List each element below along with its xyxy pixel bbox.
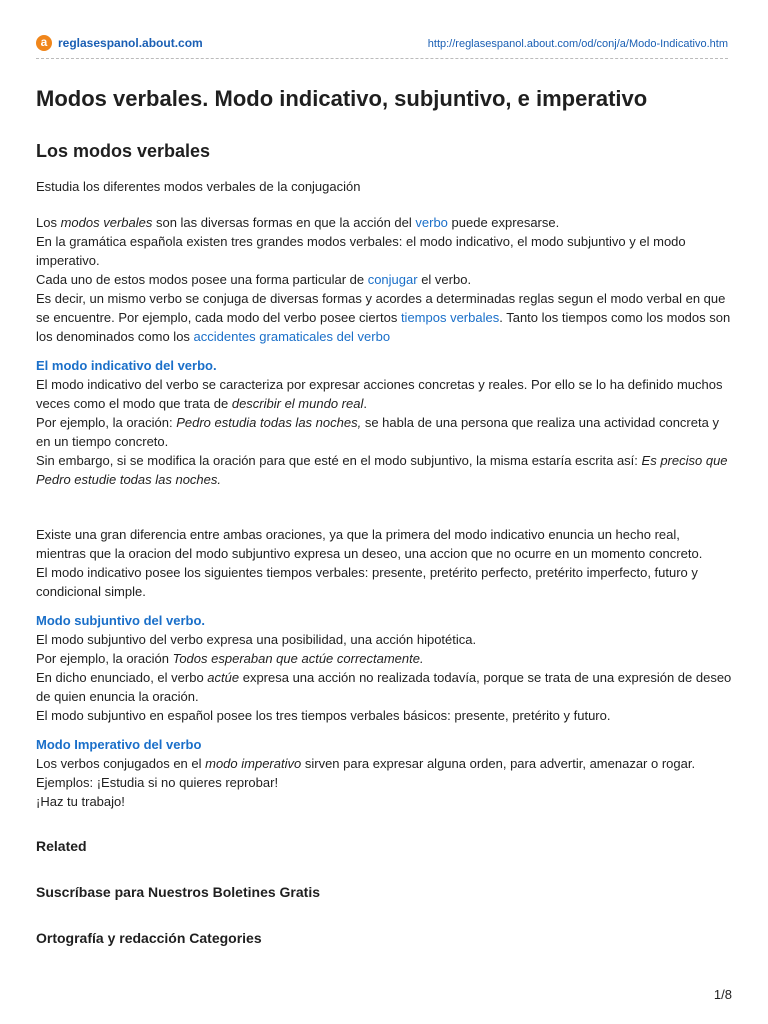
text: Por ejemplo, la oración [36,651,173,666]
link-verbo[interactable]: verbo [415,215,448,230]
link-tiempos-verbales[interactable]: tiempos verbales [400,310,500,325]
paragraph-modos [36,213,732,346]
paragraph-indicativo [36,375,732,489]
text: El modo subjuntivo en español posee los tres tiempos verbales básicos: presente, pretérito y futuro. [36,708,611,723]
text: Los verbos conjugados en el [36,756,206,771]
text: el verbo. [417,272,472,287]
site-brand[interactable] [36,35,203,51]
text: Cada uno de estos modos posee una forma particular de [36,272,368,287]
text: Por ejemplo, la oración: [36,415,177,430]
heading-imperativo: Modo Imperativo del verbo [36,737,202,752]
text: puede expresarse. [447,215,560,230]
section-title: Los modos verbales [36,141,211,161]
text: sirven para expresar alguna orden, para advertir, amenazar o rogar. [301,756,696,771]
intro-text: Estudia los diferentes modos verbales de la conjugación [36,179,361,194]
text: Sin embargo, si se modifica la oración para que esté en el modo subjuntivo, la misma estaría escrita así: [36,453,642,468]
site-name[interactable]: reglasespanol.about.com [58,36,203,50]
paragraph-diferencia [36,525,732,601]
em-text: actúe [207,670,240,685]
paragraph-subjuntivo [36,630,732,725]
text: . [363,396,367,411]
text: El modo indicativo posee los siguientes tiempos verbales: presente, pretérito perfecto, pretérito imperfecto, futuro y condicional simple. [36,565,698,599]
text: se habla de una persona que realiza una actividad concreta y en un tiempo concreto. [36,415,719,449]
newsletter-heading[interactable]: Suscríbase para Nuestros Boletines Gratis [36,884,320,900]
about-logo-icon: a [36,35,52,51]
page-header [36,35,728,55]
related-heading: Related [36,838,87,854]
heading-indicativo: El modo indicativo del verbo. [36,358,217,373]
em-text: describir el mundo real [231,396,364,411]
categories-heading: Ortografía y redacción Categories [36,930,262,946]
article-body [36,85,732,948]
em-text: modos verbales [60,215,153,230]
text: En la gramática española existen tres grandes modos verbales: el modo indicativo, el modo subjuntivo y el modo imperativo. [36,234,686,268]
text: ¡Haz tu trabajo! [36,794,125,809]
text: Ejemplos: ¡Estudia si no quieres reprobar! [36,775,279,790]
em-text: Pedro estudia todas las noches, [176,415,362,430]
paragraph-imperativo [36,754,732,811]
em-text: Es preciso que Pedro estudie todas las noches. [36,453,728,487]
heading-subjuntivo: Modo subjuntivo del verbo. [36,613,205,628]
text: En dicho enunciado, el verbo [36,670,208,685]
page-url[interactable]: http://reglasespanol.about.com/od/conj/a/Modo-Indicativo.htm [427,38,728,50]
page-number: 1/8 [713,987,732,1002]
text: . Tanto los tiempos como los modos son los denominados como los [36,310,731,344]
page-title: Modos verbales. Modo indicativo, subjuntivo, e imperativo [36,86,648,111]
text: Los [36,215,61,230]
link-conjugar[interactable]: conjugar [367,272,418,287]
text: Existe una gran diferencia entre ambas oraciones, ya que la primera del modo indicativo enuncia un hecho real, mientras que la oracion del modo subjuntivo expresa un deseo, una accion que no ocurre en un momento concreto. [36,527,703,561]
em-text: modo imperativo [205,756,302,771]
text: El modo indicativo del verbo se caracteriza por expresar acciones concretas y reales. Por ello se lo ha definido muchos veces como el modo que trata de [36,377,723,411]
link-accidentes-gramaticales[interactable]: accidentes gramaticales del verbo [193,329,391,344]
text: Es decir, un mismo verbo se conjuga de diversas formas y acordes a determinadas reglas segun el modo verbal en que se encuentre. Por ejemplo, cada modo del verbo posee ciertos [36,291,726,325]
text: El modo subjuntivo del verbo expresa una posibilidad, una acción hipotética. [36,632,477,647]
text: expresa una acción no realizada todavía, porque se trata de una expresión de deseo de quien enuncia la oración. [36,670,732,704]
header-divider [36,58,728,59]
em-text: Todos esperaban que actúe correctamente. [172,651,424,666]
text: son las diversas formas en que la acción del [152,215,416,230]
